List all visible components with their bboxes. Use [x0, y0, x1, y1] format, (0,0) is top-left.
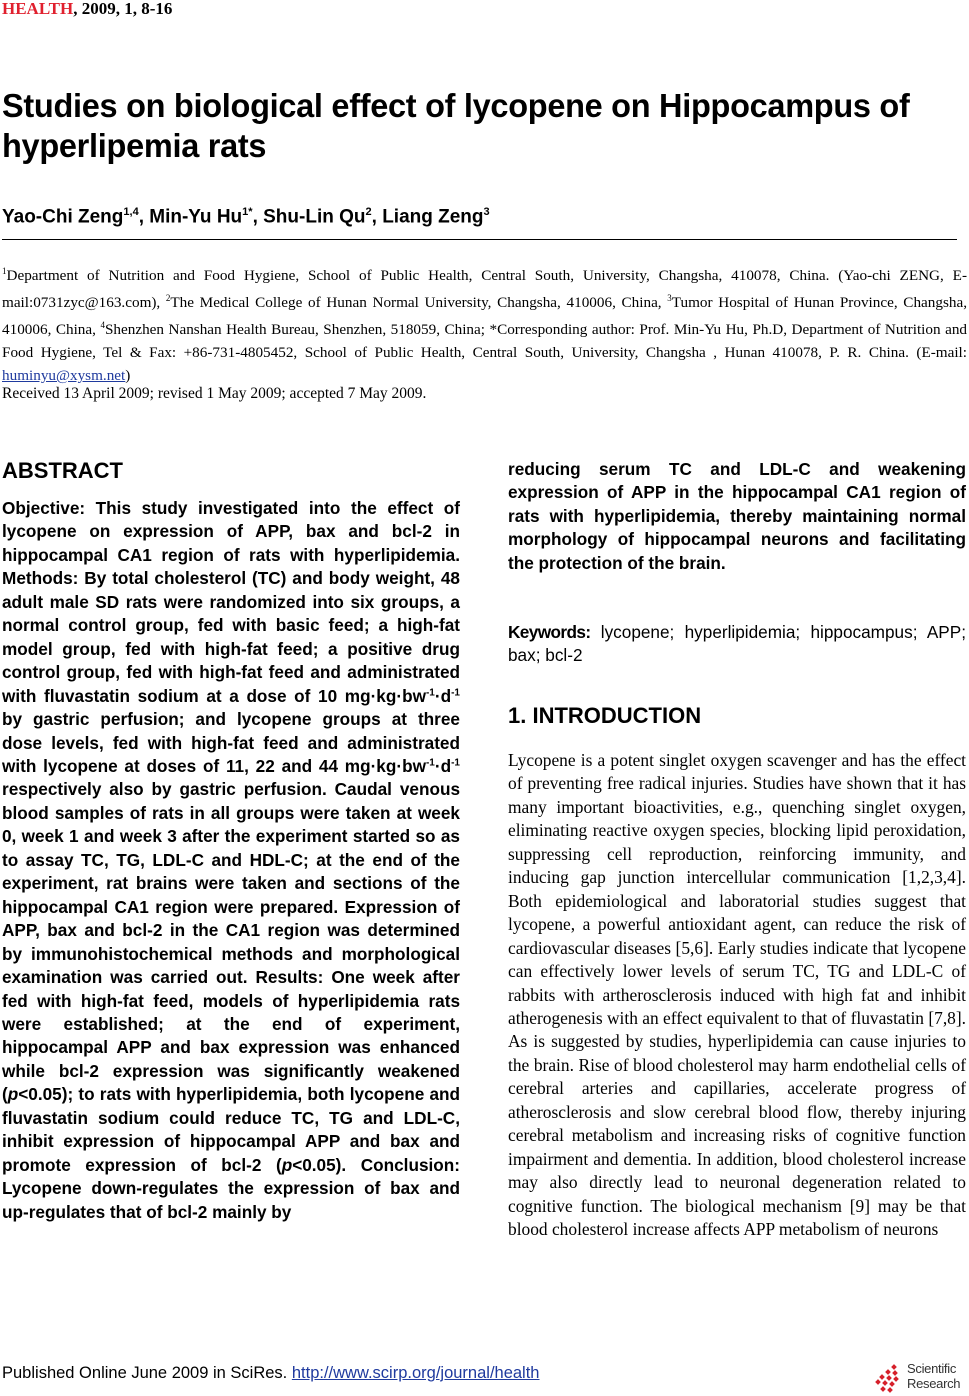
p-value-symbol: p [281, 1154, 293, 1175]
author-affiliation-sup: 1,4 [123, 206, 139, 218]
published-text: Published Online June 2009 in SciRes. [2, 1364, 292, 1382]
affiliations [2, 260, 967, 387]
abstract-part: <0.05); to rats with hyperlipidemia, both lycopene and fluvastatin sodium could reduce TC, TG and LDL-C, inhibit expression of hippocampal APP and bax and promote expression of bcl-2 ( [2, 1084, 460, 1175]
author-list [2, 206, 490, 228]
affiliation-sup: 4 [100, 320, 105, 331]
introduction-heading: 1. INTRODUCTION [508, 703, 702, 728]
unit-sup: -1 [451, 757, 460, 769]
affiliation-text: Department of Nutrition and Food Hygiene, School of Public Health, Central South, University, Changsha, 410078, China. (Yao-chi ZENG, E-mail:0731zyc@163.com), [2, 267, 967, 312]
abstract-part: respectively also by gastric perfusion. Caudal venous blood samples of rats in all groups were taken at week 0, week 1 and week 3 after the experiment started so as to assay TC, TG, LDL-C and HDL-C; at the end of the experiment, rat brains were taken and sections of the hippocampal CA1 region were prepared. Expression of APP, bax and bcl-2 in the CA1 region was determined by immunohistochemical methods and morphological examination was carried out. Results: One week after fed with high-fat feed, models of hyperlipidemia rats were established; at the end of experiment, hippocampal APP and bax expression was enhanced while bcl-2 expression was significantly weakened ( [2, 779, 460, 1105]
author-name: Min-Yu Hu [149, 206, 243, 228]
corresponding-email-link[interactable]: huminyu@xysm.net [2, 367, 126, 385]
affiliation-text: The Medical College of Hunan Normal University, Changsha, 410006, China, [170, 294, 668, 312]
header-divider [2, 239, 957, 240]
unit-sup: -1 [425, 686, 435, 698]
footer-publication-note [2, 1364, 539, 1383]
affiliation-text: Shenzhen Nanshan Health Bureau, Shenzhen, 518059, China; *Corresponding author: Prof. Min-Yu Hu, Ph.D, Department of Nutrition and Food Hygiene, Tel & Fax: +86-731-4805452, School of Public Health, Central South, University, Changsha , Hunan 410078, P. R. China. (E-mail: [2, 321, 968, 362]
author-affiliation-sup: 3 [483, 206, 490, 218]
running-head [2, 0, 172, 19]
affiliation-text: Tumor Hospital of Hunan Province, Changsha, 410006, China, [2, 294, 968, 339]
logo-line-2: Research [907, 1376, 961, 1391]
author-separator: , [371, 206, 383, 228]
author-name: Shu-Lin Qu [263, 206, 366, 228]
received-dates: Received 13 April 2009; revised 1 May 2009; accepted 7 May 2009. [2, 385, 427, 402]
diamond-cluster-logo-icon [874, 1363, 904, 1393]
affiliation-sup: 3 [667, 293, 672, 304]
author-affiliation-sup: 2 [365, 206, 372, 218]
logo-line-1: Scientific [907, 1361, 957, 1376]
scientific-research-logo [874, 1361, 969, 1396]
unit-part: ·d [434, 755, 452, 776]
p-value-symbol: p [7, 1084, 19, 1105]
citation: , 2009, 1, 8-16 [73, 0, 173, 18]
introduction-text: Lycopene is a potent singlet oxygen scavenger and has the effect of preventing free radical injuries. Studies have shown that it has many important bioactivities, e.g., quenching singlet oxygen, eliminating reactive oxygen species, blocking lipid peroxidation, suppressing cell reproduction, reinforcing immunity, and inducing gap junction intercellular communication [1,2,3,4]. Both epidemiological and laboratorial studies suggest that lycopene, a powerful antioxidant agent, can reduce the risk of cardiovascular diseases [5,6]. Early studies indicate that lycopene can effectively lower levels of serum TC, TG and LDL-C of rabbits with artherosclerosis induced with high fat and inhibit atherogenesis with an effect equivalent to that of fluvastatin [7,8]. As is suggested by studies, hyperlipidemia can cause injuries to the brain. Rise of blood cholesterol may harm endothelial cells of cerebral arteries and capillaries, accelerate progress of atherosclerosis and slow cerebral blood flow, thereby injuring cerebral metabolism and increasing risks of cognitive function impairment and dementia. In addition, blood cholesterol increase may also directly lead to neuronal degeneration related to cognitive function. The biological mechanism [9] may be that blood cholesterol increase affects APP metabolism of neurons [508, 750, 966, 1240]
paper-title: Studies on biological effect of lycopene on Hippocampus of hyperlipemia rats [2, 87, 910, 164]
keywords-label: Keywords: [508, 622, 591, 642]
author-separator: , [252, 206, 264, 228]
abstract-part: by gastric perfusion; and lycopene groups at three dose levels, fed with high-fat feed and administrated with lycopene at doses of 11, 22 and 44 mg·kg·bw [2, 709, 460, 776]
journal-name: HEALTH [2, 0, 74, 18]
unit-sup: -1 [425, 757, 435, 769]
abstract-continued: reducing serum TC and LDL-C and weakening expression of APP in the hippocampal CA1 region of rats with hyperlipidemia, thereby maintaining normal morphology of hippocampal neurons and facilitating the protection of the brain. [508, 459, 966, 573]
affiliation-sup: 2 [165, 293, 171, 304]
unit-part: ·d [434, 685, 452, 706]
journal-url-link[interactable]: http://www.scirp.org/journal/health [291, 1364, 540, 1382]
abstract-heading: ABSTRACT [2, 458, 123, 483]
abstract-part: <0.05). Conclusion: Lycopene down-regulates the expression of bax and up-regulates that of bcl-2 mainly by [2, 1154, 461, 1222]
abstract-part: Objective: This study investigated into the effect of lycopene on expression of APP, bax and bcl-2 in hippocampal CA1 region of rats with hyperlipidemia. Methods: By total cholesterol (TC) and body weight, 48 adult male SD rats were randomized into six groups, a normal control group, fed with basic feed; a high-fat model group, fed with high-fat feed; a positive drug control group, fed with high-fat feed and administrated with fluvastatin sodium at a dose of 10 mg·kg·bw [2, 498, 460, 706]
keywords [508, 621, 966, 668]
author-name: Liang Zeng [382, 206, 484, 228]
abstract-text [2, 497, 460, 1224]
keywords-list: lycopene; hyperlipidemia; hippocampus; APP; bax; bcl-2 [508, 622, 966, 666]
author-name: Yao-Chi Zeng [2, 206, 124, 228]
author-affiliation-sup: 1* [242, 206, 253, 218]
author-separator: , [138, 206, 150, 228]
affiliation-sup: 1 [2, 266, 7, 276]
unit-sup: -1 [451, 686, 460, 698]
affiliation-close: ) [125, 367, 131, 385]
